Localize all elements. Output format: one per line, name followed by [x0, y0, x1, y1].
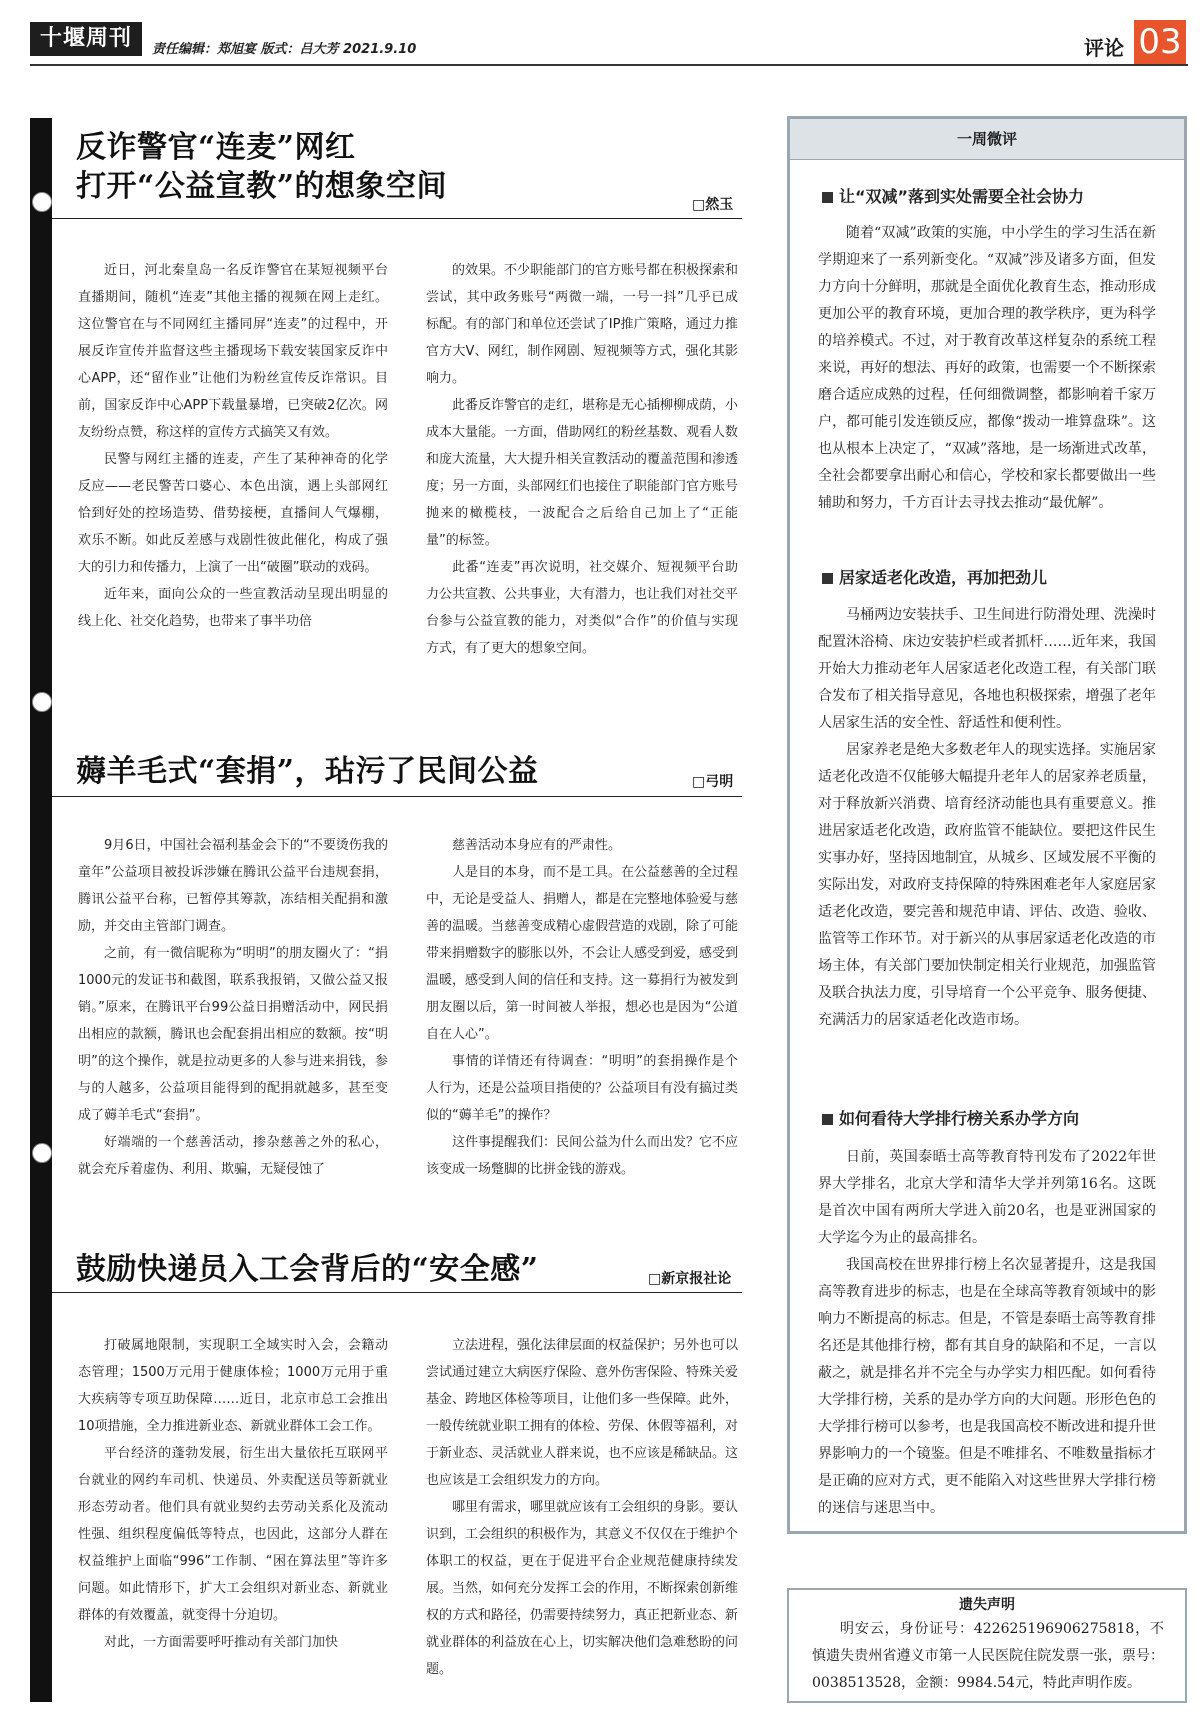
- sidebar-body-1: [818, 220, 1156, 550]
- article3-title: 鼓励快递员入工会背后的“安全感”: [76, 1252, 539, 1287]
- paragraph: 我国高校在世界排行榜上名次显著提升，这是我国高等教育进步的标志，也是在全球高等教育领域中的影响力不断提高的标志。但是，不管是泰晤士高等教育排名还是其他排行榜，都有其自身的缺陷和不足，一言以蔽之，就是排名并不完全与办学实力相匹配。如何看待大学排行榜，关系的是办学方向的大问题。形形色色的大学排行榜可以参考，也是我国高校不断改进和提升世界影响力的一个镜鉴。但是不唯排名、不唯数量指标才是正确的应对方式，更不能陷入对这些世界大学排行榜的迷信与迷思当中。: [818, 1257, 1156, 1516]
- paragraph: 民警与网红主播的连麦，产生了某种神奇的化学反应——老民警苦口婆心、本色出演，遇上头部网红恰到好处的控场造势、借势接梗，直播间人气爆棚，欢乐不断。如此反差感与戏剧性彼此催化，构成了强大的引力和传播力，上演了一出“破圈”联动的戏码。: [78, 452, 388, 575]
- paragraph: 这件事提醒我们：民间公益为什么而出发？它不应该变成一场蹩脚的比拼金钱的游戏。: [426, 1135, 738, 1177]
- paragraph: 慈善活动本身应有的严肃性。: [452, 838, 622, 853]
- article2-column-1: [78, 832, 388, 1220]
- lost-notice-title: 遗失声明: [959, 1597, 1015, 1613]
- notice-paragraph: 明安云，身份证号：422625196906275818，不慎遗失贵州省遵义市第一人民医院住院发票一张，票号：0038513528，金额：9984.54元，特此声明作废。: [812, 1621, 1164, 1691]
- page-number: 03: [1134, 20, 1186, 64]
- sidebar-heading-1: 让“双减”落到实处需要全社会协力: [822, 184, 1084, 207]
- paragraph: 立法进程，强化法律层面的权益保护；另外也可以尝试通过建立大病医疗保险、意外伤害保险、特殊关爱基金、跨地区体检等项目，让他们多一些保障。此外，一般传统就业职工拥有的体检、劳保、休假等福利，对于新业态、灵活就业人群来说，也不应该是稀缺品。这也应该是工会组织发力的方向。: [426, 1338, 738, 1488]
- sidebar-heading-2: 居家适老化改造，再加把劲儿: [822, 565, 1047, 588]
- article3-byline: □新京报社论: [648, 1271, 732, 1287]
- paragraph: 哪里有需求，哪里就应该有工会组织的身影。要认识到，工会组织的积极作为，其意义不仅仅在于维护个体职工的权益，更在于促进平台企业规范健康持续发展。当然，如何充分发挥工会的作用，不断探索创新维权的方式和路径，仍需要持续努力，真正把新业态、新就业群体的利益放在心上，切实解决他们急难愁盼的问题。: [426, 1500, 738, 1677]
- article2-title: 薅羊毛式“套捐”，玷污了民间公益: [76, 754, 539, 789]
- paragraph: 随着“双减”政策的实施，中小学生的学习生活在新学期迎来了一系列新变化。“双减”涉及诸多方面，但发力方向十分鲜明，那就是全面优化教育生态，推动形成更加公平的教育环境，更加合理的教学秩序，更为科学的培养模式。不过，对于教育改革这样复杂的系统工程来说，再好的想法、再好的政策，也需要一个不断探索磨合适应成熟的过程，任何细微调整，都影响着千家万户，都可能引发连锁反应，都像“拨动一堆算盘珠”。这也从根本上决定了，“双减”落地，是一场渐进式改革，全社会都要拿出耐心和信心，学校和家长都要做出一些辅助和努力，千方百计去寻找去推动“最优解”。: [818, 225, 1156, 511]
- lost-notice-body: [812, 1616, 1164, 1697]
- article1-title-line2: 打开“公益宣教”的想象空间: [76, 169, 448, 204]
- section-label: 评论: [1084, 36, 1124, 60]
- square-bullet-icon: [822, 1114, 833, 1125]
- paragraph: 此番“连麦”再次说明，社交媒介、短视频平台助力公共宣教、公共事业，大有潜力，也让我们对社交平台参与公益宣教的能力，对类似“合作”的价值与实现方式，有了更大的想象空间。: [426, 560, 738, 656]
- square-bullet-icon: [822, 573, 833, 584]
- article2-rule: [52, 796, 742, 797]
- article2-byline: □弓明: [692, 774, 734, 790]
- article2-column-2: [426, 832, 738, 1220]
- article1-title: [76, 128, 447, 206]
- paragraph: 平台经济的蓬勃发展，衍生出大量依托互联网平台就业的网约车司机、快递员、外卖配送员等新就业形态劳动者。他们具有就业契约去劳动关系化及流动性强、组织程度偏低等特点，也因此，这部分人群在权益维护上面临“996”工作制、“困在算法里”等许多问题。如此情形下，扩大工会组织对新业态、新就业群体的有效覆盖，就变得十分迫切。: [78, 1446, 388, 1623]
- paragraph: 人是目的本身，而不是工具。在公益慈善的全过程中，无论是受益人、捐赠人，都是在完整地体验爱与慈善的温暖。当慈善变成精心虚假营造的戏剧，除了可能带来捐赠数字的膨胀以外，不会让人感受到爱，感受到温暖，感受到人间的信任和支持。这一募捐行为被发到朋友圈以后，第一时间被人举报，想必也是因为“公道自在人心”。: [426, 865, 738, 1042]
- article1-title-line1: 反诈警官“连麦”网红: [76, 130, 356, 165]
- paragraph: 马桶两边安装扶手、卫生间进行防滑处理、洗澡时配置沐浴椅、床边安装护栏或者抓杆……近年来，我国开始大力推动老年人居家适老化改造工程，有关部门联合发布了相关指导意见，各地也积极探索，增强了老年人居家生活的安全性、舒适性和便利性。: [818, 607, 1156, 731]
- bullet-dot: [32, 692, 52, 712]
- paragraph: 的效果。不少职能部门的官方账号都在积极探索和尝试，其中政务账号“两微一端，一号一抖”几乎已成标配。有的部门和单位还尝试了IP推广策略，通过力推官方大V、网红，制作网剧、短视频等方式，强化其影响力。: [426, 263, 738, 386]
- paragraph: 近日，河北秦皇岛一名反诈警官在某短视频平台直播期间，随机“连麦”其他主播的视频在网上走红。这位警官在与不同网红主播同屏“连麦”的过程中，开展反诈宣传并监督这些主播现场下载安装国家反诈中心APP，还“留作业”让他们为粉丝宣传反诈常识。目前，国家反诈中心APP下载量暴增，已突破2亿次。网友纷纷点赞，称这样的宣传方式搞笑又有效。: [78, 263, 388, 440]
- article3-rule: [52, 1292, 742, 1293]
- bullet-dot: [32, 1143, 52, 1163]
- paragraph: 此番反诈警官的走红，堪称是无心插柳柳成荫，小成本大量能。一方面，借助网红的粉丝基数、观看人数和庞大流量，大大提升相关宣教活动的覆盖范围和渗透度；另一方面，头部网红们也接住了职能部门官方账号抛来的橄榄枝，一波配合之后给自己加上了“正能量”的标签。: [426, 398, 738, 548]
- paragraph: 事情的详情还有待调查：“明明”的套捐操作是个人行为，还是公益项目指使的？公益项目有没有搞过类似的“薅羊毛”的操作？: [426, 1054, 738, 1123]
- left-column-bar: [30, 118, 52, 1702]
- paragraph: 好端端的一个慈善活动，掺杂慈善之外的私心，就会充斥着虚伪、利用、欺骗，无疑侵蚀了: [78, 1135, 388, 1177]
- paragraph: 9月6日，中国社会福利基金会下的“不要烫伤我的童年”公益项目被投诉涉嫌在腾讯公益平台违规套捐，腾讯公益平台称，已暂停其筹款，冻结相关配捐和激励，并交由主管部门调查。: [78, 838, 388, 934]
- article3-column-2: [426, 1332, 738, 1716]
- article3-column-1: [78, 1332, 388, 1716]
- publication-logo: 十堰周刊: [30, 22, 142, 56]
- article1-column-1: [78, 257, 388, 689]
- paragraph: 对此，一方面需要呼吁推动有关部门加快: [104, 1635, 339, 1650]
- sidebar-body-3: [818, 1144, 1156, 1530]
- paragraph: 居家养老是绝大多数老年人的现实选择。实施居家适老化改造不仅能够大幅提升老年人的居家养老质量，对于释放新兴消费、培育经济动能也具有重要意义。推进居家适老化改造，政府监管不能缺位。要把这件民生实事办好，坚持因地制宜，从城乡、区域发展不平衡的实际出发，对政府支持保障的特殊困难老年人家庭居家适老化改造，要完善和规范申请、评估、改造、验收、监管等工作环节。对于新兴的从事居家适老化改造的市场主体，有关部门要加快制定相关行业规范，加强监管及联合执法力度，引导培育一个公平竞争、服务便捷、充满活力的居家适老化改造市场。: [818, 742, 1156, 1028]
- paragraph: 近年来，面向公众的一些宣教活动呈现出明显的线上化、社交化趋势，也带来了事半功倍: [78, 587, 388, 629]
- paragraph: 打破属地限制，实现职工全域实时入会，会籍动态管理；1500万元用于健康体检；1000万元用于重大疾病等专项互助保障……近日，北京市总工会推出10项措施，全力推进新业态、新就业群体工会工作。: [78, 1338, 388, 1434]
- article1-rule: [52, 218, 742, 219]
- bullet-dot: [32, 192, 52, 212]
- paragraph: 之前，有一微信昵称为“明明”的朋友圈火了：“捐1000元的发证书和截图，联系我报销，又做公益又报销。”原来，在腾讯平台99公益日捐赠活动中，网民捐出相应的款额，腾讯也会配套捐出相应的数额。按“明明”的这个操作，就是拉动更多的人参与进来捐钱，参与的人越多，公益项目能得到的配捐就越多，甚至变成了薅羊毛式“套捐”。: [78, 946, 388, 1123]
- article1-column-2: [426, 257, 738, 667]
- sidebar-heading-3: 如何看待大学排行榜关系办学方向: [822, 1106, 1079, 1129]
- weekly-comments-title: 一周微评: [790, 119, 1184, 160]
- paragraph: 日前，英国泰晤士高等教育特刊发布了2022年世界大学排名，北京大学和清华大学并列第16名。这既是首次中国有两所大学进入前20名，也是亚洲国家的大学迄今为止的最高排名。: [818, 1149, 1156, 1246]
- editor-info: 责任编辑：郑旭宴 版式：吕大芳 2021.9.10: [152, 42, 417, 57]
- article1-byline: □然玉: [692, 197, 734, 213]
- sidebar-body-2: [818, 602, 1156, 1092]
- square-bullet-icon: [822, 192, 833, 203]
- masthead-rule: [30, 64, 1188, 66]
